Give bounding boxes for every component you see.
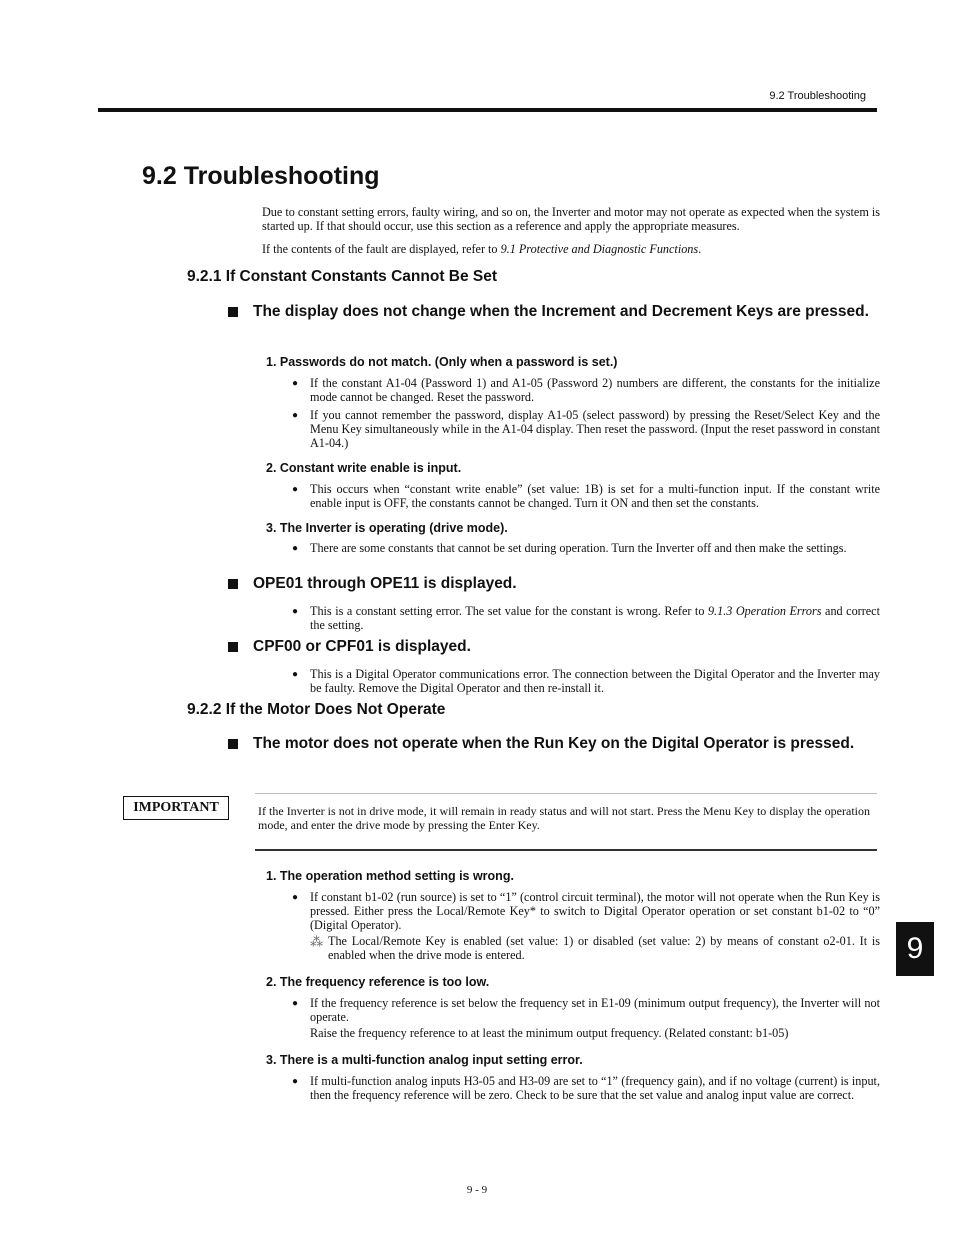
footnote-mark-icon: ⁂ — [310, 934, 323, 949]
cause-heading-passwords: 1. Passwords do not match. (Only when a password is set.) — [266, 355, 618, 369]
bullet-icon: ● — [292, 998, 299, 1009]
subsection-heading-9-2-2: 9.2.2 If the Motor Does Not Operate — [187, 701, 446, 718]
cause-detail: If you cannot remember the password, display A1-05 (select password) by pressing the Reset/Select Key and the Menu Key simultaneously while in the A1-04 display. Then reset the password. (Input the reset password in constant A1-04.) — [310, 408, 880, 450]
cause-detail: If the constant A1-04 (Password 1) and A1-05 (Password 2) numbers are different, the constants for the initialize mode cannot be changed. Reset the password. — [310, 376, 880, 404]
cause-detail: If the frequency reference is set below the frequency set in E1-09 (minimum output frequency), the Inverter will not operate. — [310, 996, 880, 1024]
footnote-text: The Local/Remote Key is enabled (set value: 1) or disabled (set value: 2) by means of constant o2-01. It is enabled when the drive mode is entered. — [328, 934, 880, 962]
topic-heading-motor-no-run: The motor does not operate when the Run Key on the Digital Operator is pressed. — [253, 735, 855, 752]
bullet-icon: ● — [292, 1076, 299, 1087]
intro-paragraph: Due to constant setting errors, faulty wiring, and so on, the Inverter and motor may not operate as expected when the system is started up. If that should occur, use this section as a reference and apply the appropriate measures. — [262, 205, 880, 233]
important-bottom-rule — [255, 849, 877, 851]
important-top-rule — [255, 793, 877, 794]
bullet-icon: ● — [292, 410, 299, 421]
cause-heading-operation-method: 1. The operation method setting is wrong. — [266, 869, 514, 883]
important-note: If the Inverter is not in drive mode, it will remain in ready status and will not start. Press the Menu Key to display the operation mode, and enter the drive mode by pressing the Enter Key. — [258, 804, 870, 832]
cause-heading-analog-input: 3. There is a multi-function analog input setting error. — [266, 1053, 583, 1067]
cause-detail: If constant b1-02 (run source) is set to “1” (control circuit terminal), the motor will not operate when the Run Key is pressed. Either press the Local/Remote Key* to switch to Digital Operator operation or set constant b1-02 to “0” (Digital Operator). — [310, 890, 880, 932]
header-rule — [98, 108, 877, 112]
cause-heading-drive-mode: 3. The Inverter is operating (drive mode). — [266, 521, 508, 535]
bullet-icon: ● — [292, 543, 299, 554]
cause-detail: This is a constant setting error. The set value for the constant is wrong. Refer to 9.1.3 Operation Errors and correct the setting. — [310, 604, 880, 632]
bullet-icon: ● — [292, 378, 299, 389]
bullet-icon: ● — [292, 892, 299, 903]
chapter-tab: 9 — [896, 922, 934, 976]
topic-heading-cpf-errors: CPF00 or CPF01 is displayed. — [253, 638, 471, 655]
section-title: 9.2 Troubleshooting — [142, 162, 380, 190]
bullet-icon: ● — [292, 484, 299, 495]
cross-reference: 9.1 Protective and Diagnostic Functions — [500, 242, 699, 256]
square-bullet-icon — [228, 579, 238, 589]
cause-detail: This is a Digital Operator communications error. The connection between the Digital Operator and the Inverter may be faulty. Remove the Digital Operator and then re-install it. — [310, 667, 880, 695]
cross-reference: 9.1.3 Operation Errors — [707, 604, 822, 618]
square-bullet-icon — [228, 739, 238, 749]
cause-heading-frequency-low: 2. The frequency reference is too low. — [266, 975, 490, 989]
square-bullet-icon — [228, 642, 238, 652]
running-header: 9.2 Troubleshooting — [769, 90, 866, 102]
bullet-icon: ● — [292, 669, 299, 680]
intro-reference-paragraph: If the contents of the fault are displayed, refer to 9.1 Protective and Diagnostic Functions. — [262, 242, 702, 256]
cause-detail: If multi-function analog inputs H3-05 and H3-09 are set to “1” (frequency gain), and if no voltage (current) is input, then the frequency reference will be zero. Check to be sure that the set value and analog input value are correct. — [310, 1074, 880, 1102]
bullet-icon: ● — [292, 606, 299, 617]
cause-detail: There are some constants that cannot be set during operation. Turn the Inverter off and then make the settings. — [310, 541, 847, 555]
cause-detail-continued: Raise the frequency reference to at least the minimum output frequency. (Related constant: b1-05) — [310, 1026, 789, 1040]
cause-detail: This occurs when “constant write enable” (set value: 1B) is set for a multi-function input. If the constant write enable input is OFF, the constants cannot be changed. Turn it ON and then set the constants. — [310, 482, 880, 510]
cause-heading-write-enable: 2. Constant write enable is input. — [266, 461, 462, 475]
topic-heading-display-no-change: The display does not change when the Increment and Decrement Keys are pressed. — [253, 303, 869, 320]
page-number: 9 - 9 — [466, 1184, 488, 1196]
important-label: IMPORTANT — [123, 796, 229, 820]
subsection-heading-9-2-1: 9.2.1 If Constant Constants Cannot Be Set — [187, 268, 498, 285]
square-bullet-icon — [228, 307, 238, 317]
topic-heading-ope-errors: OPE01 through OPE11 is displayed. — [253, 575, 517, 592]
